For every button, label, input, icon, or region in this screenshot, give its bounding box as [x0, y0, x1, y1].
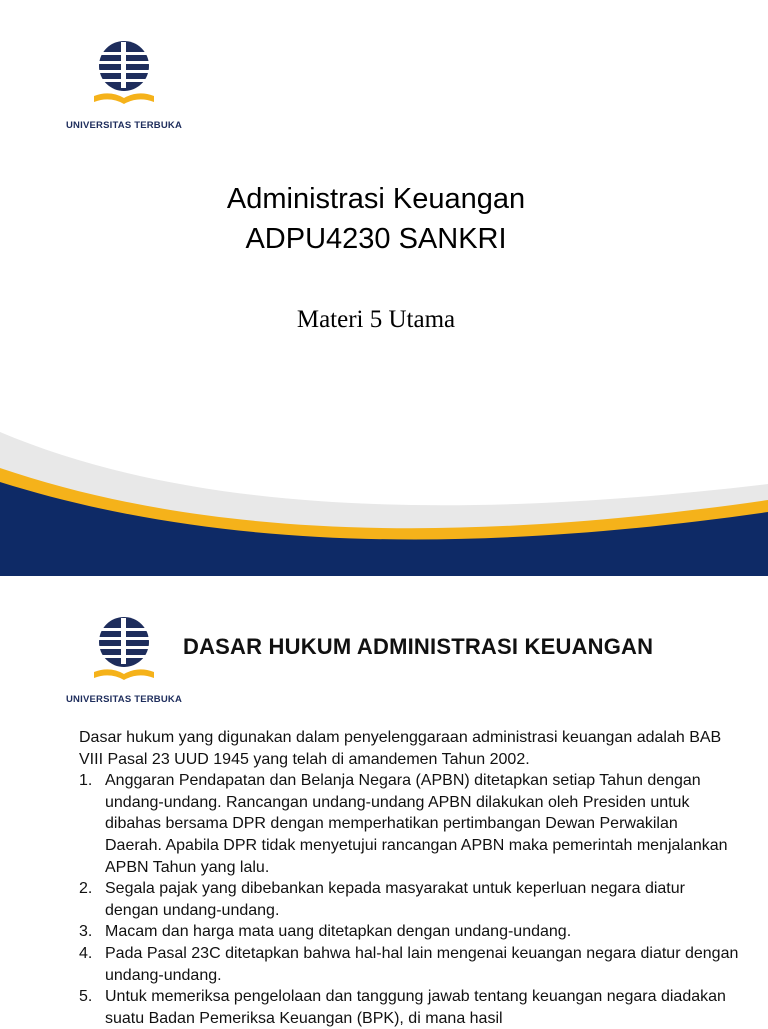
logo-text: UNIVERSITAS TERBUKA	[66, 694, 183, 705]
course-code: ADPU4230 SANKRI	[245, 223, 507, 255]
university-logo	[90, 40, 160, 120]
decorative-wave	[0, 420, 768, 576]
university-logo	[90, 616, 160, 696]
slide-heading: DASAR HUKUM ADMINISTRASI KEUANGAN	[183, 634, 654, 659]
logo-text: UNIVERSITAS TERBUKA	[66, 120, 183, 131]
ut-emblem-icon	[90, 616, 160, 696]
legal-basis-list	[79, 770, 739, 1029]
list-item: 5. Untuk memeriksa pengelolaan dan tanggung jawab tentang keuangan negara diadakan suatu Badan Pemeriksa Keuangan (BPK), di mana hasil	[79, 988, 726, 1027]
subtitle: Materi 5 Utama	[296, 306, 456, 333]
list-item: 2. Segala pajak yang dibebankan kepada masyarakat untuk keperluan negara diatur dengan undang-undang.	[79, 880, 685, 919]
slide-body	[79, 727, 739, 1029]
list-item: 3. Macam dan harga mata uang ditetapkan dengan undang-undang.	[79, 923, 572, 941]
slide-separator	[0, 576, 768, 590]
intro-paragraph: Dasar hukum yang digunakan dalam penyelenggaraan administrasi keuangan adalah BAB VIII Pasal 23 UUD 1945 yang telah di amandemen Tahun 2002.	[79, 729, 722, 768]
ut-emblem-icon	[90, 40, 160, 120]
list-item: 1. Anggaran Pendapatan dan Belanja Negara (APBN) ditetapkan setiap Tahun dengan undang-undang. Rancangan undang-undang APBN dilakukan oleh Presiden untuk dibahas bersama DPR dengan memperhatikan pertimbangan Dewan Perwakilan Daerah. Apabila DPR tidak menyetujui rancangan APBN maka pemerintah menjalankan APBN Tahun yang lalu.	[79, 772, 728, 876]
course-title: Administrasi Keuangan	[226, 183, 526, 215]
list-item: 4. Pada Pasal 23C ditetapkan bahwa hal-hal lain mengenai keuangan negara diatur dengan undang-undang.	[79, 944, 739, 984]
